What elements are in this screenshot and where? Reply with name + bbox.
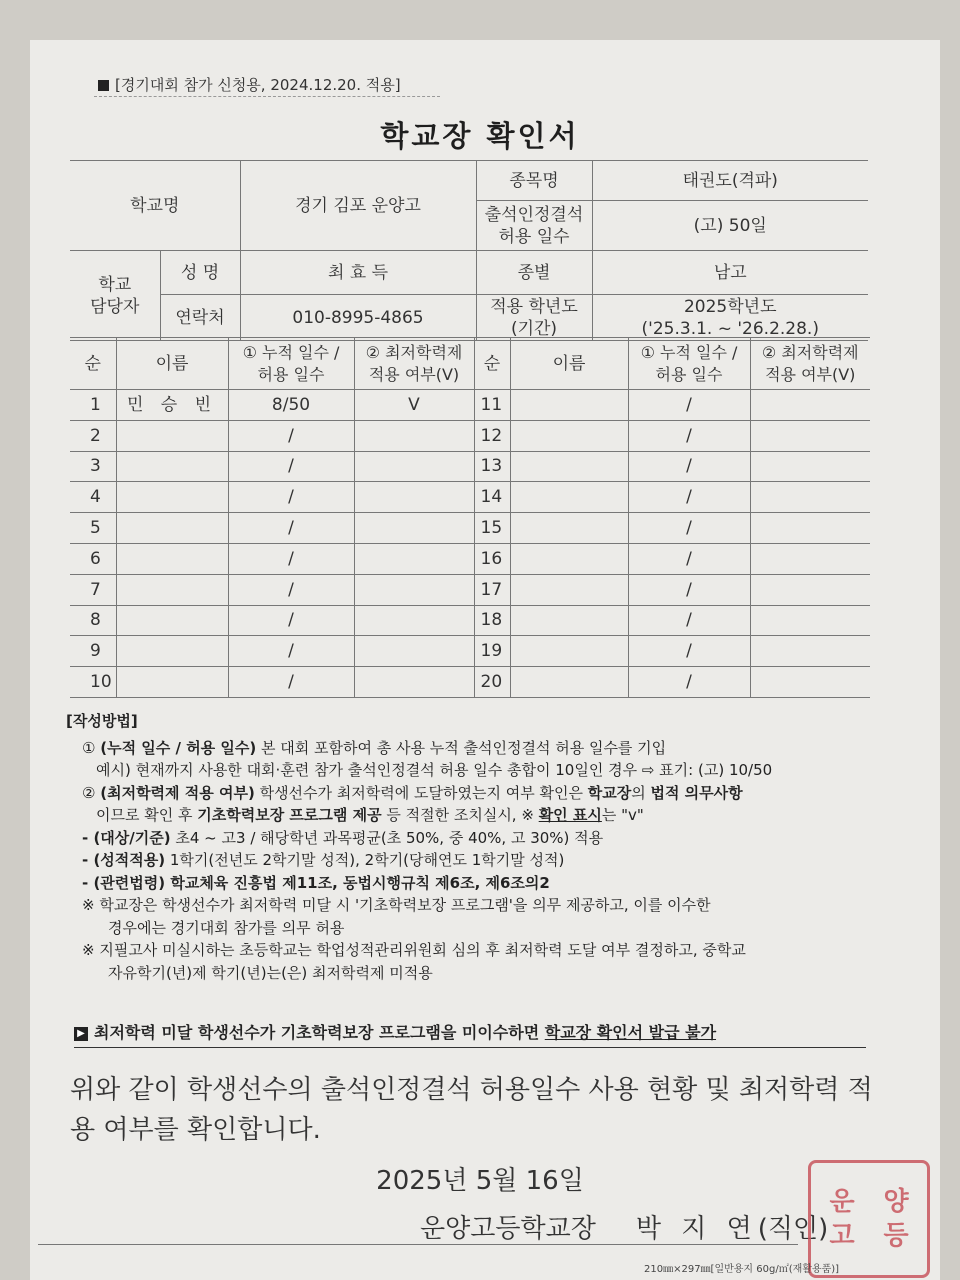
col-days: ① 누적 일수 / 허용 일수 [228,338,354,390]
col-no-right: 순 [474,338,510,390]
row-check [354,451,474,482]
detail-grades: - (성적적용) 1학기(전년도 2학기말 성적), 2학기(당해연도 1학기말 성적) [82,851,565,869]
row-check [354,420,474,451]
row-no: 8 [70,605,116,636]
document-title: 학교장 확인서 [380,119,580,153]
table-row [70,667,870,698]
col-no: 순 [70,338,116,390]
arrow-box-icon: ▶ [74,1027,88,1041]
signer-line [420,1208,828,1245]
row-check [750,390,870,421]
row-check [354,482,474,513]
row-days: / [228,451,354,482]
row-name [510,605,628,636]
category-label: 종별 [476,251,592,295]
signer-title: 운양고등학교장 [420,1214,596,1244]
instruction-1: ① (누적 일수 / 허용 일수) 본 대회 포함하여 총 사용 누적 출석인정결석 허용 일수를 기입 [82,738,667,757]
table-row [70,605,870,636]
row-days: / [228,482,354,513]
remark-1-cont: 경우에는 경기대회 참가를 의무 허용 [108,918,345,937]
instruction-2: ② (최저학력제 적용 여부) 학생선수가 최저학력에 도달하였는지 여부 확인은 학교장의 법적 의무사항 [82,783,743,802]
issuance-notice: ▶ 최저학력 미달 학생선수가 기초학력보장 프로그램을 미이수하면 학교장 확인서 발급 불가 [74,1020,866,1048]
row-days: / [228,513,354,544]
row-name [116,482,228,513]
row-no: 5 [70,513,116,544]
row-name [510,543,628,574]
table-row [70,574,870,605]
row-name [116,543,228,574]
confirmation-statement: 위와 같이 학생선수의 출석인정결석 허용일수 사용 현황 및 최저학력 적용 여부를 확인합니다. [70,1075,873,1145]
signer-name: 박 지 연 [635,1214,758,1244]
row-check [750,667,870,698]
athlete-roster-table [70,337,870,698]
seal-note: (직인) [757,1214,829,1244]
row-name: 민 승 빈 [116,390,228,421]
row-check [750,605,870,636]
school-info-table [70,160,868,341]
row-check [354,543,474,574]
instructions-heading: [작성방법] [66,712,138,730]
row-name [116,420,228,451]
row-no: 12 [474,420,510,451]
row-days: / [628,451,750,482]
col-minimum: ② 최저학력제 적용 여부(V) [354,338,474,390]
detail-law: - (관련법령) 학교체육 진흥법 제11조, 동법시행규칙 제6조, 제6조의2 [82,873,550,892]
form-usage-note: [경기대회 참가 신청용, 2024.12.20. 적용] [98,74,401,95]
table-row [70,636,870,667]
row-no: 6 [70,543,116,574]
detail-target: - (대상/기준) 초4 ~ 고3 / 해당학년 과목평균(초 50%, 중 40%, 고 30%) 적용 [82,828,604,847]
roster-body [70,390,870,698]
row-days: / [628,482,750,513]
row-no: 2 [70,420,116,451]
row-no: 19 [474,636,510,667]
row-no: 3 [70,451,116,482]
row-days: / [628,605,750,636]
row-name [116,605,228,636]
col-name: 이름 [116,338,228,390]
contact-label: 연락처 [160,295,240,341]
row-no: 20 [474,667,510,698]
row-check [750,482,870,513]
row-days: / [628,636,750,667]
table-row [70,543,870,574]
row-no: 11 [474,390,510,421]
row-check [750,420,870,451]
row-days: / [628,420,750,451]
row-name [116,667,228,698]
row-check [750,543,870,574]
row-name [116,451,228,482]
table-row [70,420,870,451]
event-label: 종목명 [476,161,592,201]
row-days: / [228,543,354,574]
row-days: / [628,574,750,605]
seal-char: 운 [829,1187,855,1217]
row-days: / [628,667,750,698]
absence-value: (고) 50일 [592,201,868,251]
row-name [510,667,628,698]
col-name-right: 이름 [510,338,628,390]
row-name [510,636,628,667]
row-no: 15 [474,513,510,544]
paper-spec: 210㎜×297㎜[일반용지 60g/㎡(재활용품)] [644,1264,840,1275]
row-no: 1 [70,390,116,421]
row-no: 4 [70,482,116,513]
footer-rule [38,1244,798,1245]
row-name [116,513,228,544]
row-no: 18 [474,605,510,636]
contact-value: 010-8995-4865 [240,295,476,341]
row-days: 8/50 [228,390,354,421]
category-value: 남고 [592,251,868,295]
row-check [354,574,474,605]
seal-char: 등 [883,1221,909,1251]
col-minimum-right: ② 최저학력제 적용 여부(V) [750,338,870,390]
row-check [354,636,474,667]
col-days-right: ① 누적 일수 / 허용 일수 [628,338,750,390]
row-check [354,513,474,544]
issue-date: 2025년 5월 16일 [376,1166,584,1196]
row-check [750,636,870,667]
row-days: / [228,574,354,605]
table-row [70,513,870,544]
instruction-2-cont: 이므로 확인 후 기초학력보장 프로그램 제공 등 적절한 조치실시, ※ 확인 표시는 "v" [96,806,644,824]
table-row [70,451,870,482]
seal-char: 양 [883,1187,909,1217]
row-check [750,574,870,605]
row-name [510,482,628,513]
row-days: / [228,667,354,698]
remark-2-cont: 자유학기(년)제 학기(년)는(은) 최저학력제 미적용 [108,963,433,982]
year-value: 2025학년도 ('25.3.1. ~ '26.2.28.) [592,295,868,341]
row-check [750,451,870,482]
school-label: 학교명 [70,161,240,251]
row-name [510,420,628,451]
row-no: 9 [70,636,116,667]
school-value: 경기 김포 운양고 [240,161,476,251]
note-underline [94,96,440,97]
row-name [510,513,628,544]
seal-char: 고 [829,1221,855,1251]
row-days: / [628,543,750,574]
row-no: 10 [70,667,116,698]
remark-1: ※ 학교장은 학생선수가 최저학력 미달 시 '기초학력보장 프로그램'을 의무 제공하고, 이를 이수한 [82,896,711,914]
writing-instructions [66,710,886,984]
instruction-1-example: 예시) 현재까지 사용한 대회·훈련 참가 출석인정결석 허용 일수 총합이 10일인 경우 ⇨ 표기: (고) 10/50 [96,761,773,779]
row-no: 17 [474,574,510,605]
row-no: 16 [474,543,510,574]
name-value: 최 효 득 [240,251,476,295]
row-days: / [628,513,750,544]
row-days: / [228,636,354,667]
row-check: V [354,390,474,421]
absence-label: 출석인정결석 허용 일수 [476,201,592,251]
table-row [70,482,870,513]
row-name [116,636,228,667]
row-name [116,574,228,605]
square-bullet-icon [98,80,109,91]
name-label: 성 명 [160,251,240,295]
row-check [354,667,474,698]
event-value: 태권도(격파) [592,161,868,201]
row-days: / [228,420,354,451]
row-no: 14 [474,482,510,513]
row-name [510,390,628,421]
row-check [354,605,474,636]
year-label: 적용 학년도 (기간) [476,295,592,341]
row-check [750,513,870,544]
row-no: 7 [70,574,116,605]
row-name [510,451,628,482]
staff-label: 학교 담당자 [70,251,160,341]
remark-2: ※ 지필고사 미실시하는 초등학교는 학업성적관리위원회 심의 후 최저학력 도달 여부 결정하고, 중학교 [82,941,746,959]
row-days: / [628,390,750,421]
table-row [70,390,870,421]
row-days: / [228,605,354,636]
row-no: 13 [474,451,510,482]
row-name [510,574,628,605]
